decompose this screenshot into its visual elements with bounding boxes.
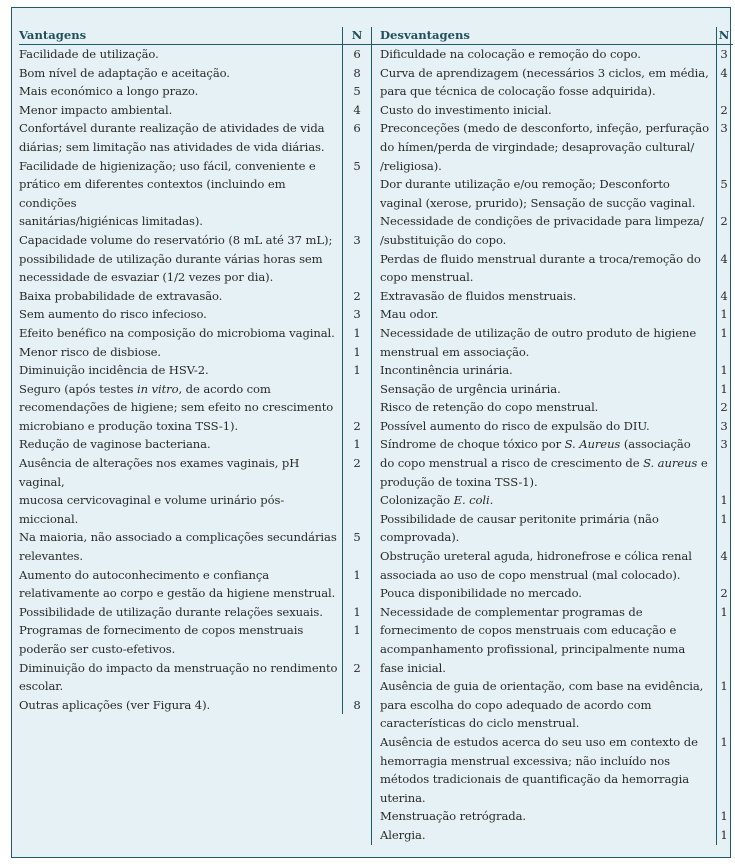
desvantagem-text: Alergia. (371, 826, 716, 845)
vantagem-row (19, 491, 371, 528)
vantagem-row (19, 454, 371, 491)
vantagem-n-value (342, 640, 371, 659)
desvantagem-row (371, 510, 733, 529)
desvantagem-row (371, 380, 733, 399)
vantagem-n-value (342, 212, 371, 231)
vantagem-row (19, 231, 371, 250)
vantagem-row (19, 659, 371, 678)
desvantagem-row (371, 212, 733, 231)
desvantagem-text: Perdas de fluido menstrual durante a troca/remoção do (371, 250, 716, 269)
desvantagem-text: Necessidade de condições de privacidade para limpeza/ (371, 212, 716, 231)
vantagem-text: Aumento do autoconhecimento e confiança (19, 567, 270, 582)
vantagem-n-value: 6 (342, 119, 371, 138)
vantagem-row (19, 45, 371, 64)
vantagem-text: Confortável durante realização de atividades de vida (19, 121, 325, 136)
vantagem-row (19, 547, 371, 566)
vantagem-n-value (342, 398, 371, 417)
vantagem-text: Baixa probabilidade de extravasão. (19, 288, 223, 303)
desvantagem-row (371, 194, 733, 213)
vantagem-text: possibilidade de utilização durante várias horas sem (19, 251, 323, 266)
vantagem-n-value (342, 491, 371, 528)
desvantagem-row (371, 807, 733, 826)
desvantagem-row (371, 305, 733, 324)
vantagem-row (19, 361, 371, 380)
vantagem-text: Ausência de alterações nos exames vaginais, pH vaginal, (19, 456, 300, 489)
desvantagem-n-value (716, 268, 731, 287)
vantagem-row (19, 119, 371, 138)
vantagem-row (19, 584, 371, 603)
vantagem-text: Possibilidade de utilização durante relações sexuais. (19, 604, 323, 619)
vantagem-n-value (342, 677, 371, 696)
desvantagem-row (371, 752, 733, 771)
desvantagem-text: /religiosa). (371, 157, 716, 176)
desvantagem-n-value: 1 (716, 733, 731, 752)
desvantagem-row (371, 677, 733, 696)
vantagem-row (19, 212, 371, 231)
vantagem-text: Capacidade volume do reservatório (8 mL até 37 mL); (19, 232, 333, 247)
desvantagem-row (371, 175, 733, 194)
vantagem-n-value (342, 175, 371, 212)
desvantagem-n-value: 2 (716, 101, 731, 120)
vantagem-row (19, 435, 371, 454)
desvantagem-row (371, 733, 733, 752)
desvantagem-n-value (716, 621, 731, 640)
vantagem-text: necessidade de esvaziar (1/2 vezes por dia). (19, 270, 274, 285)
desvantagem-text: Dificuldade na colocação e remoção do copo. (371, 45, 716, 64)
desvantagem-text: Possível aumento do risco de expulsão do DIU. (371, 417, 716, 436)
desvantagem-row (371, 324, 733, 343)
desvantagem-row (371, 770, 733, 789)
vantagem-text: mucosa cervicovaginal e volume urinário pós-miccional. (19, 493, 285, 526)
desvantagem-text: fornecimento de copos menstruais com educação e (371, 621, 716, 640)
desvantagem-n-value: 3 (716, 417, 731, 436)
vantagem-text: Efeito benéfico na composição do microbioma vaginal. (19, 325, 335, 340)
desvantagem-n-value: 3 (716, 435, 731, 454)
desvantagem-n-value: 1 (716, 826, 731, 845)
desvantagem-row (371, 343, 733, 362)
vantagens-column (19, 27, 371, 714)
desvantagem-row (371, 547, 733, 566)
desvantagem-row (371, 82, 733, 101)
desvantagem-text: Menstruação retrógrada. (371, 807, 716, 826)
vantagem-row (19, 398, 371, 417)
vantagem-text: Bom nível de adaptação e aceitação. (19, 65, 230, 80)
desvantagem-n-value: 5 (716, 175, 731, 194)
desvantagem-text: Custo do investimento inicial. (371, 101, 716, 120)
vantagem-n-value: 1 (342, 566, 371, 585)
vantagem-n-value: 1 (342, 324, 371, 343)
desvantagem-text: Curva de aprendizagem (necessários 3 ciclos, em média, (371, 64, 716, 83)
vantagem-row (19, 696, 371, 715)
vantagem-n-value: 1 (342, 435, 371, 454)
vantagem-n-value: 4 (342, 101, 371, 120)
desvantagem-text: hemorragia menstrual excessiva; não incluído nos (371, 752, 716, 771)
desvantagem-row (371, 491, 733, 510)
vantagem-row (19, 175, 371, 212)
desvantagem-row (371, 250, 733, 269)
desvantagem-text: Extravasão de fluidos menstruais. (371, 287, 716, 306)
desvantagem-row (371, 45, 733, 64)
vantagem-text: Outras aplicações (ver Figura 4). (19, 697, 211, 712)
desvantagens-column (371, 27, 733, 845)
desvantagem-text: Mau odor. (371, 305, 716, 324)
desvantagem-text: vaginal (xerose, prurido); Sensação de sucção vaginal. (371, 194, 716, 213)
vantagem-row (19, 343, 371, 362)
desvantagem-text: acompanhamento profissional, principalmente numa (371, 640, 716, 659)
desvantagem-text: associada ao uso de copo menstrual (mal colocado). (371, 566, 716, 585)
vantagem-n-value: 5 (342, 157, 371, 176)
desvantagem-text: Possibilidade de causar peritonite primária (não (371, 510, 716, 529)
desvantagem-n-value: 1 (716, 603, 731, 622)
vantagem-row (19, 250, 371, 269)
desvantagem-n-value: 2 (716, 398, 731, 417)
desvantagens-header: Desvantagens (371, 27, 716, 44)
vantagem-text: poderão ser custo-efetivos. (19, 642, 176, 656)
vantagem-text: Programas de fornecimento de copos menstruais (19, 623, 304, 638)
desvantagem-row (371, 435, 733, 454)
vantagem-row (19, 324, 371, 343)
desvantagem-text: Obstrução ureteral aguda, hidronefrose e cólica renal (371, 547, 716, 566)
vantagem-row (19, 268, 371, 287)
desvantagem-n-value: 4 (716, 250, 731, 269)
desvantagem-n-value: 1 (716, 380, 731, 399)
vantagem-n-value: 2 (342, 417, 371, 436)
desvantagem-row (371, 584, 733, 603)
desvantagem-text: Preconceções (medo de desconforto, infeção, perfuração (371, 119, 716, 138)
desvantagem-n-value (716, 789, 731, 808)
desvantagens-body (371, 45, 733, 845)
desvantagem-text: Necessidade de utilização de outro produto de higiene (371, 324, 716, 343)
desvantagem-n-value (716, 640, 731, 659)
vantagem-row (19, 101, 371, 120)
desvantagem-row (371, 714, 733, 733)
desvantagem-n-value (716, 770, 731, 789)
vantagem-n-value: 2 (342, 287, 371, 306)
vantagem-text: Sem aumento do risco infecioso. (19, 307, 207, 322)
desvantagem-text: Incontinência urinária. (371, 361, 716, 380)
vantagem-row (19, 287, 371, 306)
vantagem-text: Seguro (após testes in vitro, de acordo com (19, 381, 271, 396)
desvantagem-n-value: 4 (716, 287, 731, 306)
desvantagem-n-value (716, 454, 731, 473)
vantagem-row (19, 566, 371, 585)
desvantagem-n-value (716, 752, 731, 771)
vantagem-n-value (342, 547, 371, 566)
desvantagem-text: Ausência de guia de orientação, com base na evidência, (371, 677, 716, 696)
desvantagem-n-value (716, 566, 731, 585)
desvantagem-n-value: 4 (716, 64, 731, 83)
vantagem-text: relativamente ao corpo e gestão da higiene menstrual. (19, 586, 336, 601)
desvantagem-row (371, 640, 733, 659)
vantagem-n-value: 8 (342, 696, 371, 715)
desvantagem-n-value: 2 (716, 584, 731, 603)
desvantagem-text: Síndrome de choque tóxico por S. Aureus (associação (371, 435, 716, 454)
vantagem-text: Menor risco de disbiose. (19, 344, 162, 359)
vantagem-n-value (342, 250, 371, 269)
desvantagem-row (371, 361, 733, 380)
desvantagem-n-value (716, 659, 731, 678)
desvantagem-row (371, 473, 733, 492)
vantagem-n-value: 6 (342, 45, 371, 64)
desvantagem-row (371, 119, 733, 138)
vantagem-text: escolar. (19, 679, 64, 694)
desvantagem-row (371, 659, 733, 678)
desvantagem-text: Ausência de estudos acerca do seu uso em contexto de (371, 733, 716, 752)
vantagem-text: recomendações de higiene; sem efeito no crescimento (19, 400, 334, 415)
desvantagem-text: produção de toxina TSS-1). (371, 473, 716, 492)
vantagem-row (19, 138, 371, 157)
desvantagem-text: /substituição do copo. (371, 231, 716, 250)
vantagem-text: Redução de vaginose bacteriana. (19, 437, 211, 452)
desvantagem-text: para que técnica de colocação fosse adquirida). (371, 82, 716, 101)
desvantagem-n-value: 1 (716, 324, 731, 343)
desvantagem-n-value (716, 138, 731, 157)
desvantagem-n-value: 4 (716, 547, 731, 566)
vantagem-text: sanitárias/higiénicas limitadas). (19, 214, 203, 229)
desvantagem-row (371, 621, 733, 640)
desvantagem-row (371, 64, 733, 83)
desvantagem-row (371, 268, 733, 287)
vantagens-header-row (19, 27, 371, 45)
vantagem-row (19, 417, 371, 436)
desvantagem-n-value (716, 343, 731, 362)
desvantagem-text: menstrual em associação. (371, 343, 716, 362)
vantagem-n-value: 1 (342, 621, 371, 640)
desvantagens-n-header: N (716, 27, 731, 44)
vantagens-n-header: N (342, 27, 371, 44)
vantagem-n-value (342, 138, 371, 157)
desvantagem-n-value (716, 473, 731, 492)
vantagem-n-value: 3 (342, 305, 371, 324)
desvantagem-row (371, 696, 733, 715)
vantagem-text: relevantes. (19, 549, 83, 564)
desvantagem-row (371, 138, 733, 157)
vantagem-text: Mais económico a longo prazo. (19, 84, 199, 99)
vantagem-n-value: 1 (342, 361, 371, 380)
desvantagem-row (371, 287, 733, 306)
desvantagem-row (371, 157, 733, 176)
vantagem-n-value: 2 (342, 454, 371, 491)
vantagem-row (19, 677, 371, 696)
desvantagem-n-value (716, 696, 731, 715)
desvantagem-n-value (716, 231, 731, 250)
desvantagem-text: Risco de retenção do copo menstrual. (371, 398, 716, 417)
desvantagem-n-value: 1 (716, 361, 731, 380)
desvantagem-text: métodos tradicionais de quantificação da hemorragia (371, 770, 716, 789)
vantagem-row (19, 305, 371, 324)
desvantagem-text: Sensação de urgência urinária. (371, 380, 716, 399)
desvantagem-n-value: 3 (716, 45, 731, 64)
vantagem-row (19, 64, 371, 83)
desvantagem-text: fase inicial. (371, 659, 716, 678)
desvantagem-n-value (716, 157, 731, 176)
desvantagem-text: do hímen/perda de virgindade; desaprovação cultural/ (371, 138, 716, 157)
vantagem-n-value: 8 (342, 64, 371, 83)
desvantagem-row (371, 566, 733, 585)
vantagem-text: microbiano e produção toxina TSS-1). (19, 418, 239, 433)
vantagem-n-value: 5 (342, 528, 371, 547)
desvantagens-header-row (371, 27, 733, 45)
desvantagem-n-value: 3 (716, 119, 731, 138)
vantagem-row (19, 157, 371, 176)
vantagem-row (19, 640, 371, 659)
vantagem-row (19, 528, 371, 547)
desvantagem-text: comprovada). (371, 528, 716, 547)
desvantagem-text: uterina. (371, 789, 716, 808)
desvantagem-n-value: 1 (716, 305, 731, 324)
desvantagem-n-value: 1 (716, 510, 731, 529)
desvantagem-row (371, 398, 733, 417)
desvantagem-text: Pouca disponibilidade no mercado. (371, 584, 716, 603)
vantagem-n-value: 3 (342, 231, 371, 250)
vantagens-header: Vantagens (19, 28, 87, 42)
desvantagem-row (371, 789, 733, 808)
vantagem-text: Menor impacto ambiental. (19, 102, 173, 117)
vantagem-n-value (342, 380, 371, 399)
desvantagem-row (371, 101, 733, 120)
vantagem-text: diárias; sem limitação nas atividades de vida diárias. (19, 139, 325, 154)
desvantagem-row (371, 528, 733, 547)
vantagem-text: Facilidade de higienização; uso fácil, conveniente e (19, 158, 316, 173)
vantagem-n-value (342, 584, 371, 603)
desvantagem-text: Colonização E. coli. (371, 491, 716, 510)
vantagem-text: prático em diferentes contextos (incluindo em condições (19, 177, 286, 210)
desvantagem-row (371, 231, 733, 250)
vantagem-n-value: 2 (342, 659, 371, 678)
vantagem-n-value: 1 (342, 603, 371, 622)
vantagem-n-value: 1 (342, 343, 371, 362)
desvantagem-row (371, 417, 733, 436)
desvantagem-n-value: 1 (716, 807, 731, 826)
vantagem-n-value: 5 (342, 82, 371, 101)
vantagem-n-value (342, 268, 371, 287)
desvantagem-text: Necessidade de complementar programas de (371, 603, 716, 622)
vantagem-row (19, 603, 371, 622)
desvantagem-n-value (716, 528, 731, 547)
vantagem-row (19, 621, 371, 640)
desvantagem-n-value (716, 194, 731, 213)
desvantagem-text: copo menstrual. (371, 268, 716, 287)
desvantagem-text: do copo menstrual a risco de crescimento de S. aureus e (371, 454, 716, 473)
vantagem-row (19, 380, 371, 399)
vantagem-text: Facilidade de utilização. (19, 47, 159, 61)
desvantagem-n-value (716, 82, 731, 101)
vantagens-body (19, 45, 371, 714)
desvantagem-text: características do ciclo menstrual. (371, 714, 716, 733)
desvantagem-n-value: 1 (716, 491, 731, 510)
desvantagem-text: para escolha do copo adequado de acordo com (371, 696, 716, 715)
vantagem-text: Diminuição do impacto da menstruação no rendimento (19, 660, 338, 675)
desvantagem-row (371, 454, 733, 473)
desvantagem-text: Dor durante utilização e/ou remoção; Desconforto (371, 175, 716, 194)
desvantagem-n-value: 1 (716, 677, 731, 696)
vantagem-text: Na maioria, não associado a complicações secundárias (19, 530, 337, 545)
desvantagem-row (371, 603, 733, 622)
desvantagem-n-value: 2 (716, 212, 731, 231)
desvantagem-row (371, 826, 733, 845)
desvantagem-n-value (716, 714, 731, 733)
vantagem-text: Diminuição incidência de HSV-2. (19, 363, 209, 378)
vantagem-row (19, 82, 371, 101)
